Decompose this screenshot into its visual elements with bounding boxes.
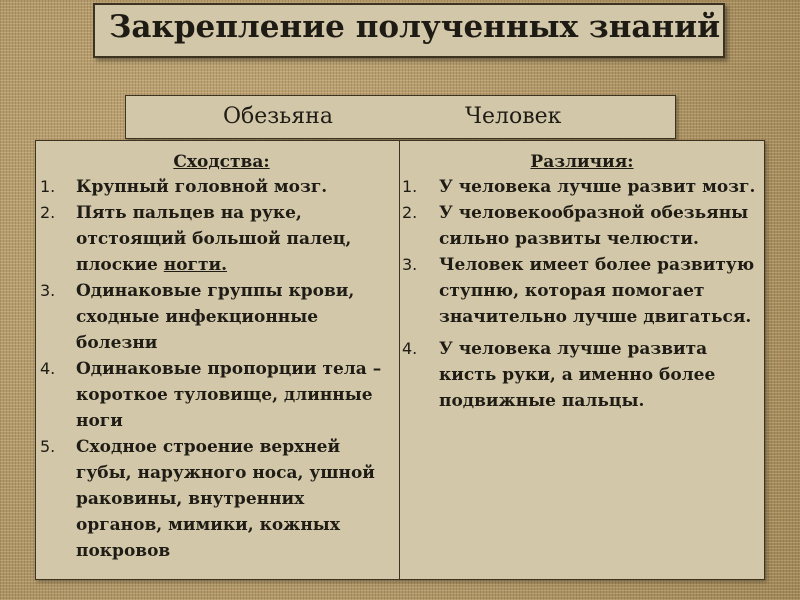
list-item [36, 356, 399, 434]
item-number: 4. [40, 359, 56, 378]
similarities-column [36, 141, 400, 579]
differences-list [400, 174, 764, 414]
item-text: Одинаковые группы крови, сходные инфекционные болезни [76, 281, 355, 353]
item-text: Одинаковые пропорции тела – короткое туловище, длинные ноги [76, 359, 382, 431]
item-number: 3. [402, 255, 418, 274]
item-text: Пять пальцев на руке, отстоящий большой палец, плоские [76, 203, 352, 275]
comparison-header [125, 95, 676, 139]
differences-heading: Различия: [530, 152, 634, 172]
list-item [400, 200, 764, 252]
item-number: 3. [40, 281, 56, 300]
title-box [93, 3, 725, 58]
item-number: 1. [402, 177, 418, 196]
item-number: 5. [40, 437, 56, 456]
list-item [400, 336, 764, 414]
list-item [400, 174, 764, 200]
item-number: 4. [402, 339, 418, 358]
item-text: У человека лучше развита кисть руки, а именно более подвижные пальцы. [439, 339, 716, 411]
item-number: 1. [40, 177, 56, 196]
list-item [400, 252, 764, 330]
header-human: Человек [465, 104, 562, 129]
item-text: Крупный головной мозг. [76, 177, 328, 197]
comparison-table [35, 140, 765, 580]
item-text: У человекообразной обезьяны сильно развиты челюсти. [439, 203, 749, 249]
item-text: Человек имеет более развитую ступню, которая помогает значительно лучше двигаться. [439, 255, 755, 327]
list-item [36, 434, 399, 564]
list-item [36, 200, 399, 278]
item-number: 2. [40, 203, 56, 222]
list-item [36, 174, 399, 200]
similarities-heading: Сходства: [173, 152, 270, 172]
similarities-list [36, 174, 399, 564]
item-text: Сходное строение верхней губы, наружного носа, ушной раковины, внутренних органов, мимики, кожных покровов [76, 437, 375, 561]
item-text: У человека лучше развит мозг. [439, 177, 756, 197]
header-monkey: Обезьяна [223, 104, 333, 129]
item-text-underlined: ногти. [163, 255, 228, 275]
item-number: 2. [402, 203, 418, 222]
slide-title: Закрепление полученных знаний [109, 9, 721, 45]
list-item [36, 278, 399, 356]
differences-column [400, 141, 764, 579]
